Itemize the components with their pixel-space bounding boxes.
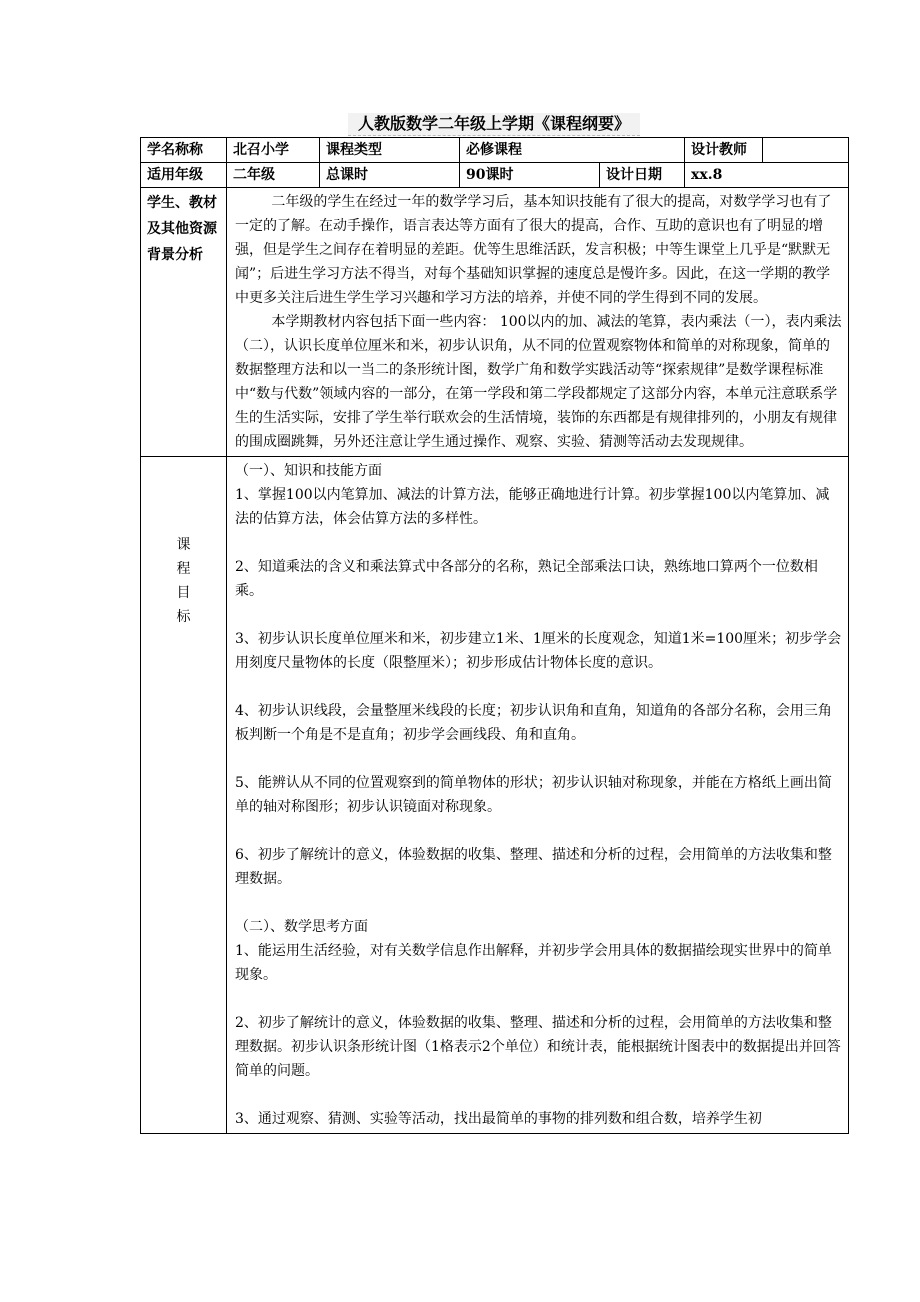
- header-row-2: [141, 163, 849, 188]
- designer-value: [763, 138, 849, 163]
- goal-item: 3、通过观察、猜测、实验等活动，找出最简单的事物的排列数和组合数，培养学生初: [235, 1111, 762, 1127]
- goal-item: 5、能辨认从不同的位置观察到的简单物体的形状；初步认识轴对称现象，并能在方格纸上画出简单的轴对称图形；初步认识镜面对称现象。: [235, 775, 832, 815]
- label-designer: 设计教师: [685, 138, 763, 163]
- document-title: [140, 113, 848, 135]
- grade-value: 二年级: [227, 163, 320, 188]
- goals-label-char: 标: [176, 609, 191, 625]
- background-paragraph: 本学期教材内容包括下面一些内容： 100以内的加、减法的笔算，表内乘法（一），表内乘法（二），认识长度单位厘米和米，初步认识角，从不同的位置观察物体和简单的对称现象，简单的数据整理方法和以一当二的条形统计图，数学广角和数学实践活动等“探索规律”是数学课程标准中“数与代数”领域内容的一部分，在第一学段和第二学段都规定了这部分内容，本单元注意联系学生的生活实际，安排了学生举行联欢会的生活情境，装饰的东西都是有规律排列的，小朋友有规律的围成圈跳舞，另外还注意让学生通过操作、观察、实验、猜测等活动去发现规律。: [235, 314, 842, 450]
- goal-item: 6、初步了解统计的意义，体验数据的收集、整理、描述和分析的过程，会用简单的方法收集和整理数据。: [235, 847, 832, 887]
- goals-label-char: 目: [176, 585, 191, 601]
- label-grade: 适用年级: [141, 163, 227, 188]
- header-row-1: [141, 138, 849, 163]
- label-course-type: 课程类型: [320, 138, 460, 163]
- label-total-hours: 总课时: [320, 163, 460, 188]
- label-design-date: 设计日期: [600, 163, 685, 188]
- title-text: 人教版数学二年级上学期《课程纲要》: [348, 113, 640, 136]
- section-title: （一）、知识和技能方面: [235, 463, 382, 479]
- goal-item: 3、初步认识长度单位厘米和米，初步建立1米、1厘米的长度观念，知道1米=100厘米；初步学会用刻度尺量物体的长度（限整厘米）；初步形成估计物体长度的意识。: [235, 631, 842, 671]
- goals-label: [141, 457, 227, 1134]
- total-hours-value: 90课时: [460, 163, 600, 188]
- goals-label-char: 程: [176, 561, 191, 577]
- goals-row: [141, 457, 849, 1134]
- background-content: [227, 188, 849, 457]
- goals-content: [227, 457, 849, 1134]
- label-school: 学名称称: [141, 138, 227, 163]
- goal-item: 2、知道乘法的含义和乘法算式中各部分的名称，熟记全部乘法口诀，熟练地口算两个一位数相乘。: [235, 559, 818, 599]
- goal-item: 1、掌握100以内笔算加、减法的计算方法，能够正确地进行计算。初步掌握100以内笔算加、减法的估算方法，体会估算方法的多样性。: [235, 487, 830, 527]
- design-date-value: xx.8: [685, 163, 849, 188]
- background-row: [141, 188, 849, 457]
- goals-label-char: 课: [176, 537, 191, 553]
- background-label: 学生、教材及其他资源背景分析: [141, 188, 227, 457]
- goal-item: 1、能运用生活经验，对有关数学信息作出解释，并初步学会用具体的数据描绘现实世界中的简单现象。: [235, 943, 832, 983]
- goal-item: 2、初步了解统计的意义，体验数据的收集、整理、描述和分析的过程，会用简单的方法收集和整理数据。初步认识条形统计图（1格表示2个单位）和统计表，能根据统计图表中的数据提出并回答简单的问题。: [235, 1015, 841, 1079]
- school-value: 北召小学: [227, 138, 320, 163]
- course-type-value: 必修课程: [460, 138, 685, 163]
- goal-item: 4、初步认识线段，会量整厘米线段的长度；初步认识角和直角，知道角的各部分名称，会用三角板判断一个角是不是直角；初步学会画线段、角和直角。: [235, 703, 832, 743]
- course-outline-table: [140, 137, 849, 1134]
- section-title: （二）、数学思考方面: [235, 919, 368, 935]
- background-paragraph: 二年级的学生在经过一年的数学学习后，基本知识技能有了很大的提高，对数学学习也有了一定的了解。在动手操作，语言表达等方面有了很大的提高，合作、互助的意识也有了明显的增强，但是学生之间存在着明显的差距。优等生思维活跃，发言积极；中等生课堂上几乎是“默默无闻”；后进生学习方法不得当，对每个基础知识掌握的速度总是慢许多。因此，在这一学期的教学中更多关注后进生学生学习兴趣和学习方法的培养，并使不同的学生得到不同的发展。: [235, 194, 832, 306]
